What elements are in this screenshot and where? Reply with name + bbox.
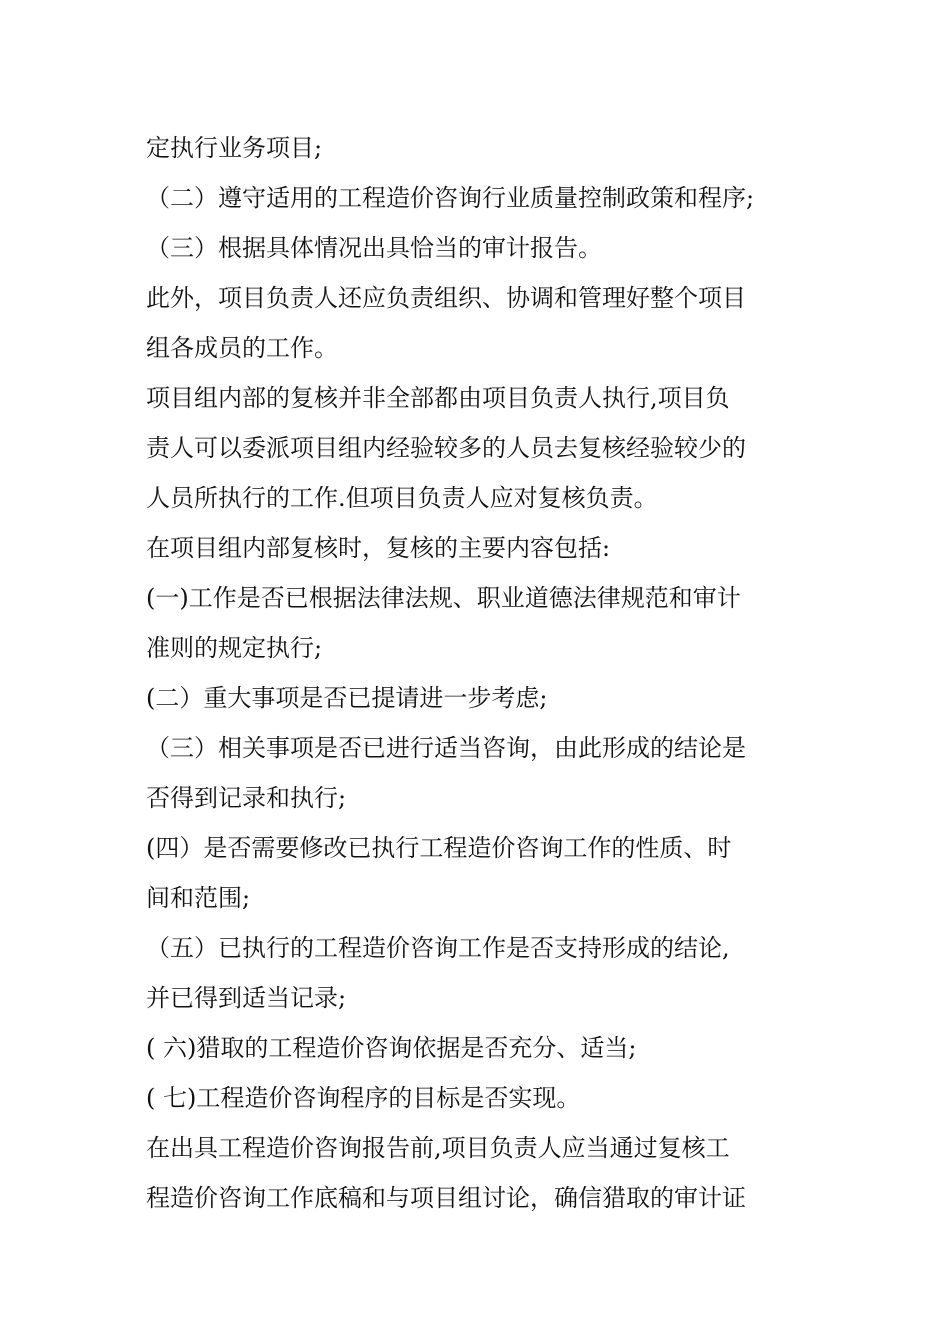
text-line: 项目组内部的复核并非全部都由项目负责人执行,项目负 — [146, 384, 730, 412]
text-line: 在出具工程造价咨询报告前,项目负责人应当通过复核工 — [146, 1134, 730, 1162]
text-line: 程造价咨询工作底稿和与项目组讨论，确信猎取的审计证 — [146, 1184, 746, 1212]
text-line: (四）是否需要修改已执行工程造价咨询工作的性质、时 — [146, 834, 732, 862]
text-line: 并已得到适当记录; — [146, 984, 347, 1012]
text-line: 人员所执行的工作.但项目负责人应对复核负责。 — [146, 484, 658, 512]
text-line: 定执行业务项目; — [146, 134, 323, 162]
text-line: (一)工作是否已根据法律法规、职业道德法律规范和审计 — [146, 584, 741, 612]
text-line: ( 六)猎取的工程造价咨询依据是否充分、适当; — [146, 1034, 637, 1062]
text-line: （三）根据具体情况出具恰当的审计报告。 — [146, 234, 602, 262]
text-line: 间和范围; — [146, 884, 251, 912]
text-line: （五）已执行的工程造价咨询工作是否支持形成的结论, — [146, 934, 730, 962]
text-line: 在项目组内部复核时，复核的主要内容包括: — [146, 534, 611, 562]
text-line: (二）重大事项是否已提请进一步考虑; — [146, 684, 548, 712]
text-line: 此外，项目负责人还应负责组织、协调和管理好整个项目 — [146, 284, 746, 312]
text-line: 准则的规定执行; — [146, 634, 323, 662]
text-line: 否得到记录和执行; — [146, 784, 347, 812]
text-line: （二）遵守适用的工程造价咨询行业质量控制政策和程序; — [146, 184, 755, 212]
text-line: 责人可以委派项目组内经验较多的人员去复核经验较少的 — [146, 434, 746, 462]
text-line: 组各成员的工作。 — [146, 334, 338, 362]
text-line: （三）相关事项是否已进行适当咨询，由此形成的结论是 — [146, 734, 746, 762]
text-line: ( 七)工程造价咨询程序的目标是否实现。 — [146, 1084, 581, 1112]
